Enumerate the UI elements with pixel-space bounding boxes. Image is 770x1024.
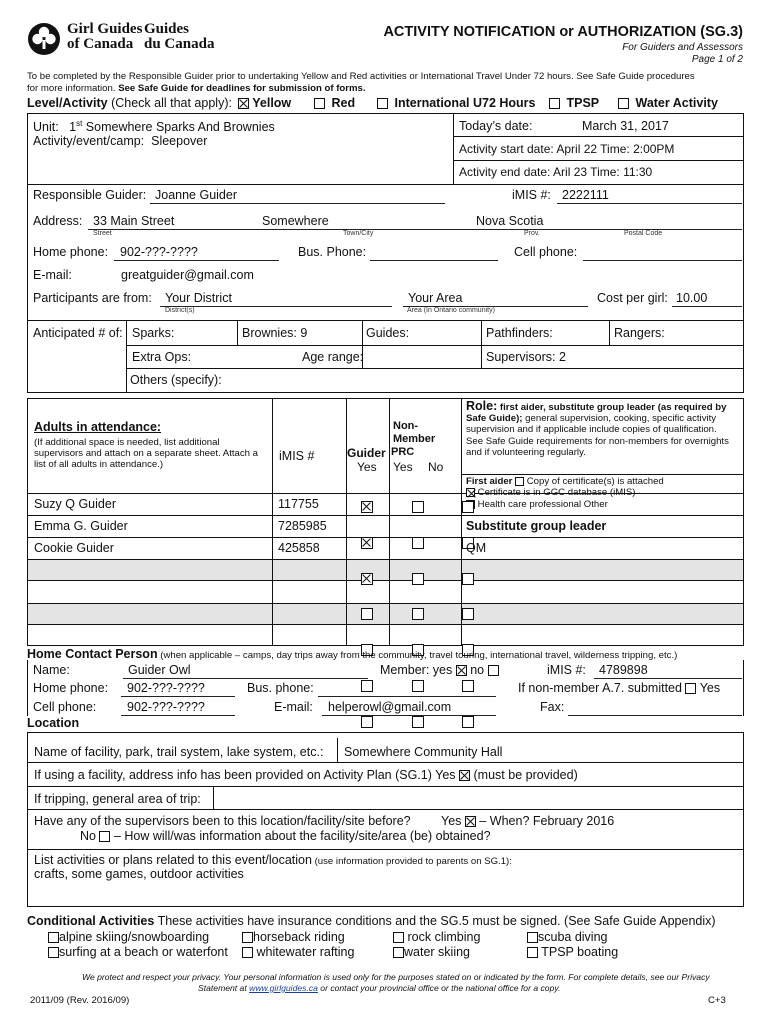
- cond-surfing-label: surfing at a beach or waterfont: [59, 945, 228, 959]
- privacy-line2-rest: or contact your provincial office or the national office for a copy.: [317, 983, 561, 993]
- cond-alpine-label: alpine skiing/snowboarding: [59, 930, 210, 944]
- home-contact-note: (when applicable – camps, day trips away from the community, travel touring, international travel, wilderness tripping, etc.): [157, 650, 678, 661]
- nonmember-no-checkbox[interactable]: [462, 501, 474, 513]
- nonmember-no-checkbox[interactable]: [462, 573, 474, 585]
- facility-label: Name of facility, park, trail system, lake system, etc.:: [34, 745, 324, 759]
- hc-email-field[interactable]: helperowl@gmail.com: [322, 700, 496, 716]
- intro-deadline-note: See Safe Guide for deadlines for submission of forms.: [118, 83, 366, 94]
- conditional-title: Conditional Activities: [27, 914, 155, 928]
- privacy-line2: Statement at: [198, 983, 250, 993]
- been-no-checkbox[interactable]: [99, 831, 110, 842]
- list-activities-value[interactable]: crafts, some games, outdoor activities: [34, 867, 244, 881]
- nonmember-header-1: Non-: [393, 420, 419, 432]
- guider-yes-checkbox[interactable]: [361, 716, 373, 728]
- nonmember-yes-header: Yes: [393, 460, 413, 474]
- hc-member-no-checkbox[interactable]: [488, 665, 499, 676]
- hc-fax-label: Fax:: [540, 700, 565, 714]
- level-tpsp-label: TPSP: [566, 96, 600, 110]
- fa-imis-label: Certificate is in GGC database (iMIS): [477, 487, 636, 498]
- hc-name-field[interactable]: Guider Owl: [123, 663, 368, 679]
- hc-home-field[interactable]: 902-???-????: [121, 681, 235, 697]
- level-intl-label: International U72 Hours: [394, 96, 536, 110]
- cond-surfing-checkbox[interactable]: [48, 947, 59, 958]
- cond-tpsp-boating-label: TPSP boating: [541, 945, 619, 959]
- privacy-line1: We protect and respect your privacy. Your personal information is used only for the purposes stated on or indicated by the form. For complete details, see our Privacy: [82, 972, 710, 982]
- logo-fr-line2: du Canada: [144, 36, 215, 52]
- level-label: Level/Activity: [27, 96, 108, 110]
- prov-caption: Prov.: [524, 230, 540, 237]
- facility-address-question: If using a facility, address info has been provided on Activity Plan (SG.1) Yes: [34, 768, 456, 782]
- conditional-desc: These activities have insurance conditions and the SG.5 must be signed. (See Safe Guide Appendix): [154, 914, 716, 928]
- nonmember-yes-checkbox[interactable]: [412, 608, 424, 620]
- address-label: Address:: [33, 214, 83, 228]
- nonmember-yes-checkbox[interactable]: [412, 537, 424, 549]
- level-yellow-label: Yellow: [252, 96, 292, 110]
- others-cell[interactable]: Others (specify):: [130, 373, 222, 387]
- facility-address-yes-checkbox[interactable]: [459, 770, 470, 781]
- prov-value: Nova Scotia: [476, 214, 544, 228]
- been-no-label: No: [80, 829, 96, 843]
- guider-yes-checkbox[interactable]: [361, 573, 373, 585]
- adults-note: (If additional space is needed, list additional supervisors and attach on a separate sheet. Attach a list of all adults in attendance.): [34, 437, 258, 470]
- guider-yes-checkbox[interactable]: [361, 537, 373, 549]
- fa-hcp-label: Health care professional Other: [477, 499, 608, 510]
- town-caption: Town/City: [343, 230, 374, 237]
- cond-alpine-checkbox[interactable]: [48, 932, 59, 943]
- home-phone-field[interactable]: 902-???-????: [114, 245, 279, 261]
- district-field[interactable]: Your District: [160, 291, 392, 307]
- activity-label: Activity/event/camp:: [33, 134, 145, 148]
- intro-line2: for more information.: [27, 83, 119, 94]
- cond-waterski-checkbox[interactable]: [393, 947, 404, 958]
- list-activities-label: List activities or plans related to this event/location: [34, 853, 312, 867]
- hc-cell-field[interactable]: 902-???-????: [121, 700, 235, 716]
- been-yes-checkbox[interactable]: [465, 816, 476, 827]
- hc-nonmember-label: If non-member A.7. submitted: [518, 681, 682, 695]
- cond-horseback-label: horseback riding: [253, 930, 345, 944]
- guider-yes-checkbox[interactable]: [361, 608, 373, 620]
- intro-line1: To be completed by the Responsible Guider prior to undertaking Yellow and Red activities or International Travel Under 72 hours. See Safe Guide procedures: [27, 71, 695, 82]
- postal-caption: Postal Code: [624, 230, 663, 237]
- street-caption: Street: [93, 230, 112, 237]
- unit-label: Unit:: [33, 120, 59, 135]
- facility-address-note: (must be provided): [473, 768, 578, 782]
- hc-fax-field[interactable]: [568, 700, 742, 716]
- cond-climbing-checkbox[interactable]: [393, 932, 404, 943]
- activity-start[interactable]: Activity start date: April 22 Time: 2:00PM: [459, 142, 675, 156]
- guider-imis-label: iMIS #:: [512, 188, 551, 202]
- form-title: ACTIVITY NOTIFICATION or AUTHORIZATION (SG.3): [383, 24, 743, 40]
- guider-yes-header: Yes: [357, 460, 377, 474]
- todays-date-value[interactable]: March 31, 2017: [582, 119, 669, 133]
- cond-rafting-label: whitewater rafting: [256, 945, 355, 959]
- rangers-cell[interactable]: Rangers:: [614, 326, 665, 340]
- cond-climbing-label: rock climbing: [407, 930, 481, 944]
- cond-waterski-label: water skiing: [404, 945, 470, 959]
- supervisors-cell[interactable]: Supervisors: 2: [486, 350, 566, 364]
- hc-bus-label: Bus. phone:: [247, 681, 314, 695]
- role-desc-bold: first aider, substitute group leader (as required by Safe Guide);: [466, 402, 727, 425]
- cond-horseback-checkbox[interactable]: [242, 932, 253, 943]
- list-activities-note: (use information provided to parents on SG.1):: [311, 856, 512, 867]
- hc-email-label: E-mail:: [274, 700, 313, 714]
- hc-home-label: Home phone:: [33, 681, 109, 695]
- level-yellow-checkbox[interactable]: [238, 98, 249, 109]
- fa-copy-label: Copy of certificate(s) is attached: [526, 476, 664, 487]
- nonmember-yes-checkbox[interactable]: [412, 573, 424, 585]
- cond-tpsp-boating-checkbox[interactable]: [527, 947, 538, 958]
- fa-copy-checkbox[interactable]: [515, 477, 524, 486]
- responsible-guider-label: Responsible Guider:: [33, 188, 147, 202]
- hc-member-yes-checkbox[interactable]: [456, 665, 467, 676]
- logo-en-line1: Girl Guides: [67, 21, 143, 37]
- hc-imis-field[interactable]: 4789898: [594, 663, 742, 679]
- bus-phone-label: Bus. Phone:: [298, 245, 367, 259]
- revision-date: 2011/09 (Rev. 2016/09): [30, 995, 130, 1006]
- adult-role[interactable]: Substitute group leader: [466, 519, 607, 533]
- sparks-cell[interactable]: Sparks:: [132, 326, 175, 340]
- cond-rafting-checkbox[interactable]: [242, 947, 253, 958]
- level-water-checkbox[interactable]: [618, 98, 629, 109]
- been-how: – How will/was information about the facility/site/area (be) obtained?: [113, 829, 491, 843]
- nonmember-header-2: Member: [393, 433, 436, 445]
- adult-name[interactable]: Cookie Guider: [34, 541, 114, 555]
- pathfinders-cell[interactable]: Pathfinders:: [486, 326, 553, 340]
- table-row: [0, 56, 770, 70]
- trefoil-icon: [27, 22, 61, 56]
- home-phone-label: Home phone:: [33, 245, 109, 259]
- adult-imis[interactable]: 425858: [278, 541, 320, 555]
- hc-nonmember-yes: Yes: [699, 681, 721, 695]
- adults-title: Adults in attendance:: [34, 420, 162, 434]
- cell-phone-label: Cell phone:: [514, 245, 578, 259]
- activity-value[interactable]: Sleepover: [151, 134, 208, 148]
- trip-area-field[interactable]: [216, 788, 741, 807]
- guider-yes-checkbox[interactable]: [361, 501, 373, 513]
- hc-nonmember-checkbox[interactable]: [685, 683, 696, 694]
- form-subtitle: For Guiders and Assessors: [622, 42, 743, 53]
- facility-value[interactable]: Somewhere Community Hall: [344, 745, 503, 759]
- adult-name[interactable]: Suzy Q Guider: [34, 497, 116, 511]
- guider-imis-field[interactable]: 2222111: [557, 188, 742, 204]
- trip-area-label: If tripping, general area of trip:: [34, 792, 201, 806]
- area-caption: Area (In Ontario community): [407, 307, 495, 314]
- todays-date-label: Today’s date:: [459, 119, 533, 133]
- logo-en-line2: of Canada: [67, 36, 134, 52]
- cond-scuba-label: scuba diving: [538, 930, 608, 944]
- email-label: E-mail:: [33, 268, 72, 282]
- area-field[interactable]: Your Area: [403, 291, 588, 307]
- adult-imis[interactable]: 7285985: [278, 519, 327, 533]
- been-when: – When? February 2016: [479, 814, 615, 828]
- guides-cell[interactable]: Guides:: [366, 326, 410, 340]
- address-field[interactable]: [88, 214, 742, 230]
- town-value: Somewhere: [262, 214, 329, 228]
- role-desc-2: See Safe Guide requirements for non-members for overnights and if volunteering regularly.: [466, 435, 729, 458]
- nonmember-no-header: No: [428, 460, 444, 474]
- bus-phone-field[interactable]: [370, 245, 498, 261]
- unit-value[interactable]: 1st Somewhere Sparks And Brownies: [69, 119, 275, 135]
- cond-scuba-checkbox[interactable]: [527, 932, 538, 943]
- brownies-cell[interactable]: Brownies: 9: [242, 326, 308, 340]
- home-contact-title: Home Contact Person: [27, 647, 158, 661]
- adult-imis[interactable]: 117755: [278, 497, 319, 511]
- level-water-label: Water Activity: [635, 96, 718, 110]
- hc-imis-label: iMIS #:: [547, 663, 586, 677]
- hc-cell-label: Cell phone:: [33, 700, 97, 714]
- email-field[interactable]: greatguider@gmail.com: [121, 268, 254, 282]
- level-red-checkbox[interactable]: [314, 98, 325, 109]
- level-tpsp-checkbox[interactable]: [549, 98, 560, 109]
- role-title: Role:: [466, 399, 498, 413]
- fa-imis-checkbox[interactable]: [466, 488, 475, 497]
- adult-name[interactable]: Emma G. Guider: [34, 519, 128, 533]
- logo-fr-line1: Guides: [144, 21, 190, 37]
- anticipated-label: Anticipated # of:: [33, 326, 123, 340]
- guider-header: Guider: [347, 446, 386, 460]
- level-activity-row: [27, 96, 232, 110]
- cost-label: Cost per girl:: [597, 291, 668, 305]
- nonmember-no-checkbox[interactable]: [462, 608, 474, 620]
- age-range-cell[interactable]: Age range:: [302, 350, 364, 364]
- cost-field[interactable]: 10.00: [672, 291, 742, 307]
- extra-ops-cell[interactable]: Extra Ops:: [132, 350, 192, 364]
- district-caption: District(s): [165, 307, 195, 314]
- activity-end[interactable]: Activity end date: Aril 23 Time: 11:30: [459, 165, 653, 179]
- privacy-link[interactable]: www.girlguides.ca: [249, 983, 318, 993]
- level-intl-checkbox[interactable]: [377, 98, 388, 109]
- hc-member-label: Member: yes: [380, 663, 453, 677]
- street-value: 33 Main Street: [93, 214, 175, 228]
- level-red-label: Red: [331, 96, 356, 110]
- nonmember-yes-checkbox[interactable]: [412, 716, 424, 728]
- form-code: C+3: [708, 995, 726, 1006]
- participants-label: Participants are from:: [33, 291, 152, 305]
- page-number: Page 1 of 2: [691, 54, 743, 65]
- first-aider-label: First aider: [466, 476, 513, 487]
- logo: [27, 22, 227, 58]
- hc-name-label: Name:: [33, 663, 70, 677]
- hc-bus-field[interactable]: [318, 681, 496, 697]
- hc-member-no-label: no: [470, 663, 485, 677]
- been-before-question: Have any of the supervisors been to this location/facility/site before?: [34, 814, 411, 828]
- role-desc: general supervision, cooking, specific activity supervision and if applicable include copies of qualification.: [466, 413, 717, 436]
- level-hint: (Check all that apply):: [107, 96, 232, 110]
- nonmember-header-3: PRC: [391, 446, 415, 458]
- cell-phone-field[interactable]: [583, 245, 742, 261]
- location-title: Location: [27, 716, 80, 730]
- nonmember-yes-checkbox[interactable]: [412, 501, 424, 513]
- adult-role[interactable]: QM: [466, 541, 487, 555]
- nonmember-no-checkbox[interactable]: [462, 716, 474, 728]
- been-yes-label: Yes: [441, 814, 462, 828]
- imis-header: iMIS #: [279, 449, 315, 463]
- responsible-guider-field[interactable]: Joanne Guider: [150, 188, 445, 204]
